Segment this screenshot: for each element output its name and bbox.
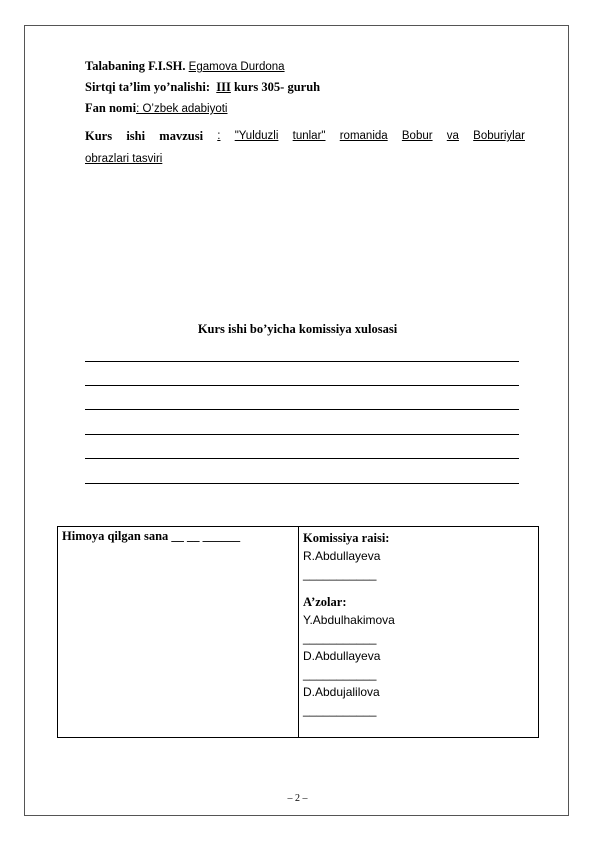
topic-line-1 — [85, 126, 525, 147]
subject-line — [85, 98, 525, 120]
member-name: Y.Abdulhakimova — [303, 613, 395, 627]
topic-word: romanida — [339, 130, 388, 142]
topic-label-word-2: ishi — [126, 129, 146, 143]
conclusion-line — [85, 385, 519, 386]
course-group: kurs 305- guruh — [233, 80, 321, 94]
topic-word: : — [217, 130, 221, 142]
student-name: Egamova Durdona — [188, 61, 285, 73]
student-name-line — [85, 56, 525, 78]
topic-word: tunlar" — [292, 130, 326, 142]
topic-label-word-1: Kurs — [85, 129, 113, 143]
topic-word: Boburiylar — [473, 130, 525, 142]
signature-blank: ___________ — [303, 703, 377, 717]
student-label: Talabaning F.I.SH. — [85, 59, 186, 73]
signature-blank: ___________ — [303, 567, 377, 581]
chair-role: Komissiya raisi: — [303, 531, 390, 545]
defense-date-label: Himoya qilgan sana __ __ ______ — [62, 529, 241, 543]
direction-label: Sirtqi ta’lim yo’nalishi: — [85, 80, 211, 94]
conclusion-line — [85, 434, 519, 435]
conclusion-line — [85, 458, 519, 459]
signature-blank: ___________ — [303, 631, 377, 645]
topic-line-2 — [85, 148, 525, 170]
conclusion-line — [85, 409, 519, 410]
topic-continuation: obrazlari tasviri — [85, 153, 163, 165]
commission-heading: Kurs ishi bo’yicha komissiya xulosasi — [197, 322, 398, 336]
course-number: III — [216, 80, 231, 94]
signature-table — [57, 526, 539, 738]
page-number: – 2 – — [287, 793, 308, 804]
topic-label-word-3: mavzusi — [159, 129, 204, 143]
subject-name: : O’zbek adabiyoti — [136, 103, 228, 115]
topic-word: "Yulduzli — [234, 130, 279, 142]
defense-date-cell — [58, 527, 299, 738]
subject-label: Fan nomi — [85, 101, 137, 115]
conclusion-line — [85, 483, 519, 484]
topic-word: Bobur — [401, 130, 433, 142]
conclusion-line — [85, 361, 519, 362]
member-name: D.Abdullayeva — [303, 649, 381, 663]
signature-blank: ___________ — [303, 667, 377, 681]
direction-line — [85, 77, 525, 98]
members-role: A’zolar: — [303, 595, 347, 609]
commission-cell — [299, 527, 539, 738]
chair-name: R.Abdullayeva — [303, 549, 381, 563]
member-name: D.Abdujalilova — [303, 685, 380, 699]
topic-word: va — [446, 130, 459, 142]
